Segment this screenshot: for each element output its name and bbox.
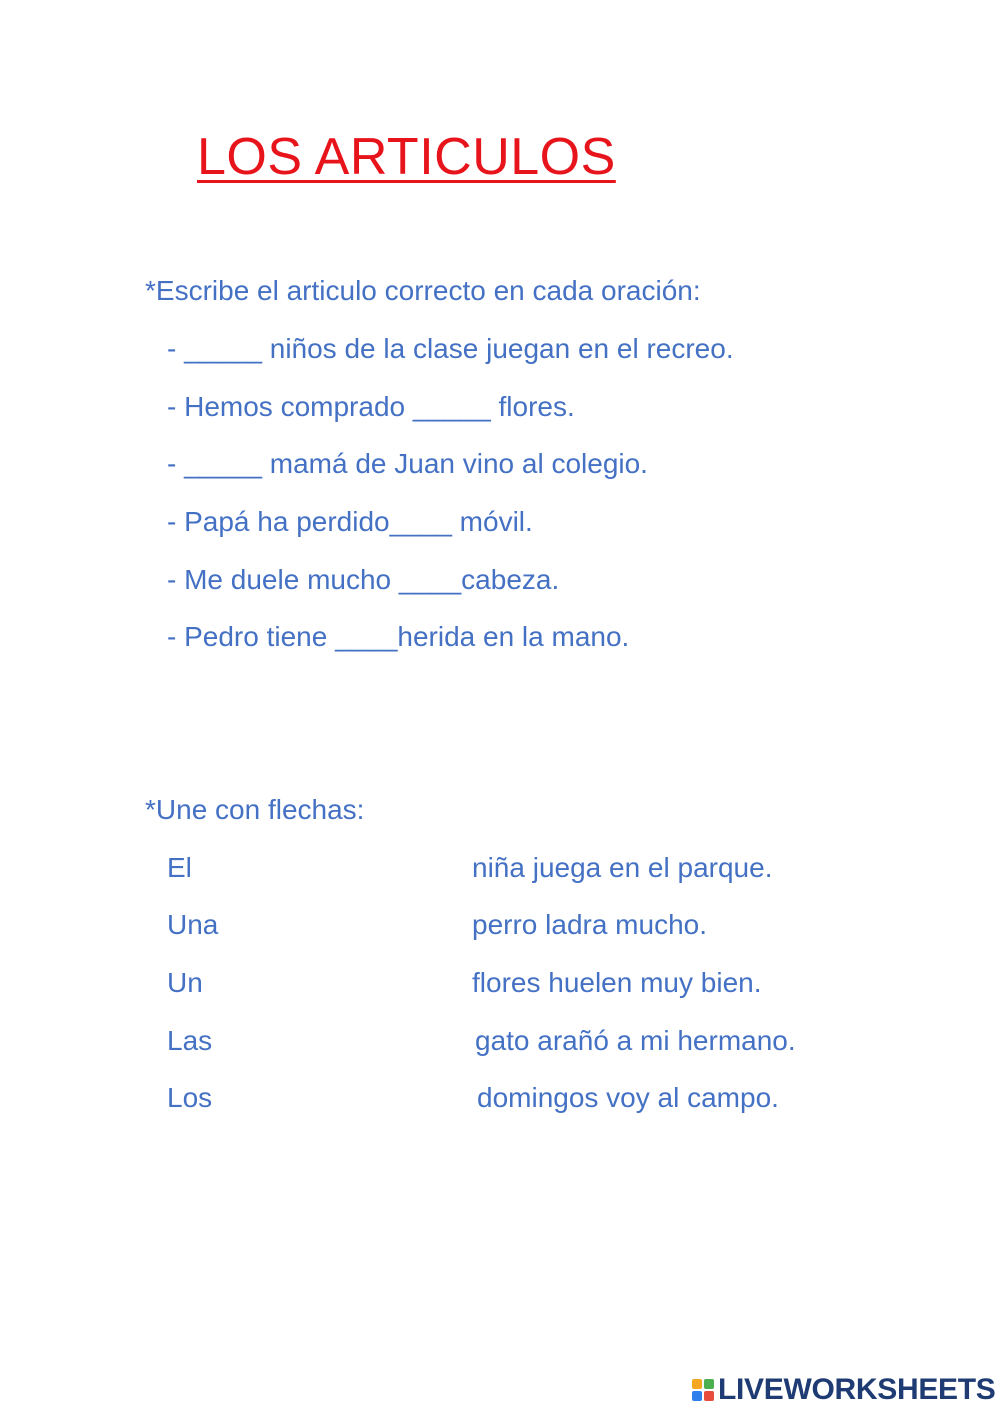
exercise-1-item: - _____ mamá de Juan vino al colegio. [167,448,648,479]
exercise-1-item: - Hemos comprado _____ flores. [167,391,575,422]
match-left-article: Una [167,909,219,940]
match-left-article: Los [167,1082,213,1113]
liveworksheets-logo [692,1373,996,1407]
exercise-1-item: - Me duele mucho ____cabeza. [167,564,560,595]
logo-square [704,1391,714,1401]
match-right-phrase: perro ladra mucho. [472,909,708,940]
exercise-1-item: - Pedro tiene ____herida en la mano. [167,621,630,652]
match-right-phrase: gato arañó a mi hermano. [475,1025,796,1056]
match-left-article: Las [167,1025,213,1056]
page-title: LOS ARTICULOS [197,128,616,186]
logo-text: LIVEWORKSHEETS [718,1373,996,1406]
match-right-phrase: flores huelen muy bien. [472,967,762,998]
match-right-phrase: niña juega en el parque. [472,852,773,883]
exercise-2-instruction: *Une con flechas: [145,794,365,825]
match-right-phrase: domingos voy al campo. [477,1082,779,1113]
liveworksheets-logo-icon [692,1379,714,1401]
match-left-article: El [167,852,192,883]
logo-square [692,1391,702,1401]
exercise-1-item: - _____ niños de la clase juegan en el recreo. [167,333,734,364]
match-left-article: Un [167,967,203,998]
exercise-1-instruction: *Escribe el articulo correcto en cada oración: [145,275,701,306]
logo-square [692,1379,702,1389]
exercise-1-item: - Papá ha perdido____ móvil. [167,506,533,537]
logo-square [704,1379,714,1389]
